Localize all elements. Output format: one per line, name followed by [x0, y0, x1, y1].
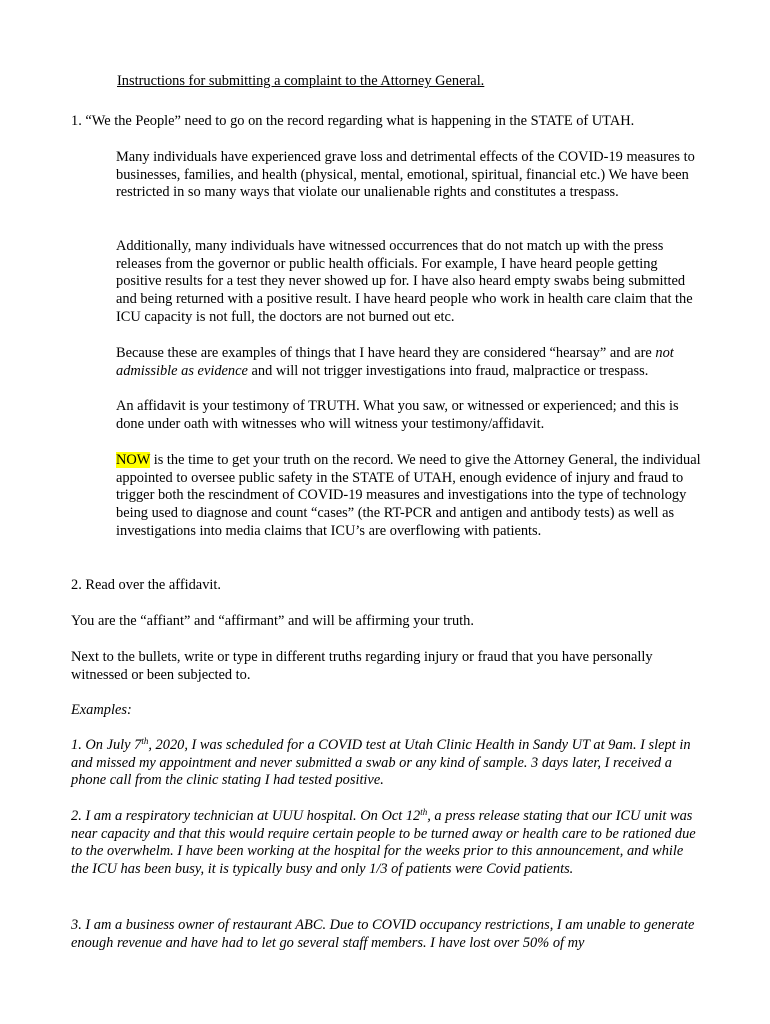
- hearsay-lead-text: Because these are examples of things that I have heard they are considered “hearsay” and are: [116, 345, 656, 361]
- example-1-start: 1. On July 7: [71, 737, 142, 753]
- paragraph-affiant: You are the “affiant” and “affirmant” and will be affirming your truth.: [71, 613, 474, 629]
- paragraph-now: [116, 452, 706, 541]
- example-3: 3. I am a business owner of restaurant ABC. Due to COVID occupancy restrictions, I am unable to generate enough revenue and have had to let go several staff members. I have lost over 50% of my: [71, 917, 695, 951]
- example-2: [71, 808, 701, 879]
- page-title: Instructions for submitting a complaint to the Attorney General.: [117, 73, 485, 89]
- example-1-rest: , 2020, I was scheduled for a COVID test at Utah Clinic Health in Sandy UT at 9am. I slept in and missed my appointment and never submitted a swab or any kind of sample. 3 days later, I received a phone call from the clinic stating I had tested positive.: [71, 737, 691, 789]
- hearsay-tail-text: and will not trigger investigations into fraud, malpractice or trespass.: [247, 362, 649, 379]
- paragraph-covid-effects: Many individuals have experienced grave loss and detrimental effects of the COVID-19 measures to businesses, families, and health (physical, mental, emotional, spiritual, financial etc.) We have been restricted in so many ways that violate our unalienable rights and constitutes a trespass.: [116, 149, 695, 201]
- now-rest-text: is the time to get your truth on the record. We need to give the Attorney General, the individual appointed to oversee public safety in the STATE of UTAH, enough evidence of injury and fraud to trigger both the rescindment of COVID-19 measures and investigations into the type of technology being used to diagnose and count “cases” (the RT-PCR and antigen and antibody tests) as well as investigations into media claims that ICU’s are overflowing with patients.: [116, 452, 701, 539]
- examples-label: Examples:: [71, 702, 132, 718]
- example-2-rest: , a press release stating that our ICU unit was near capacity and that this would require certain people to be turned away or health care to be rationed due to the overwhelm. I have been working at the hospital for the weeks prior to this announcement, and while the ICU has been busy, it is typically busy and only 1/3 of patients were Covid patients.: [71, 808, 696, 878]
- item-1-heading: 1. “We the People” need to go on the record regarding what is happening in the STATE of UTAH.: [71, 113, 635, 129]
- paragraph-affidavit: An affidavit is your testimony of TRUTH. What you saw, or witnessed or experienced; and this is done under oath with witnesses who will witness your testimony/affidavit.: [116, 398, 679, 432]
- example-2-start: 2. I am a respiratory technician at UUU hospital. On Oct 12: [71, 808, 421, 824]
- item-2-heading: 2. Read over the affidavit.: [71, 577, 221, 593]
- paragraph-bullets-instructions: Next to the bullets, write or type in different truths regarding injury or fraud that you have personally witnessed or been subjected to.: [71, 649, 653, 683]
- example-1: [71, 737, 701, 790]
- example-1-ordinal: th: [141, 736, 149, 746]
- now-highlight: NOW: [116, 452, 151, 468]
- hearsay-emphasis-text: not admissible as evidence: [116, 345, 674, 379]
- paragraph-hearsay: [116, 345, 706, 380]
- paragraph-witnessed-occurrences: Additionally, many individuals have witnessed occurrences that do not match up with the press releases from the governor or public health officials. For example, I have heard people getting positive results for a test they never showed up for. I have also heard empty swabs being submitted and being returned with a positive result. I have heard people who work in health care claim that the ICU capacity is not full, the doctors are not burned out etc.: [116, 238, 693, 325]
- example-2-ordinal: th: [420, 807, 428, 817]
